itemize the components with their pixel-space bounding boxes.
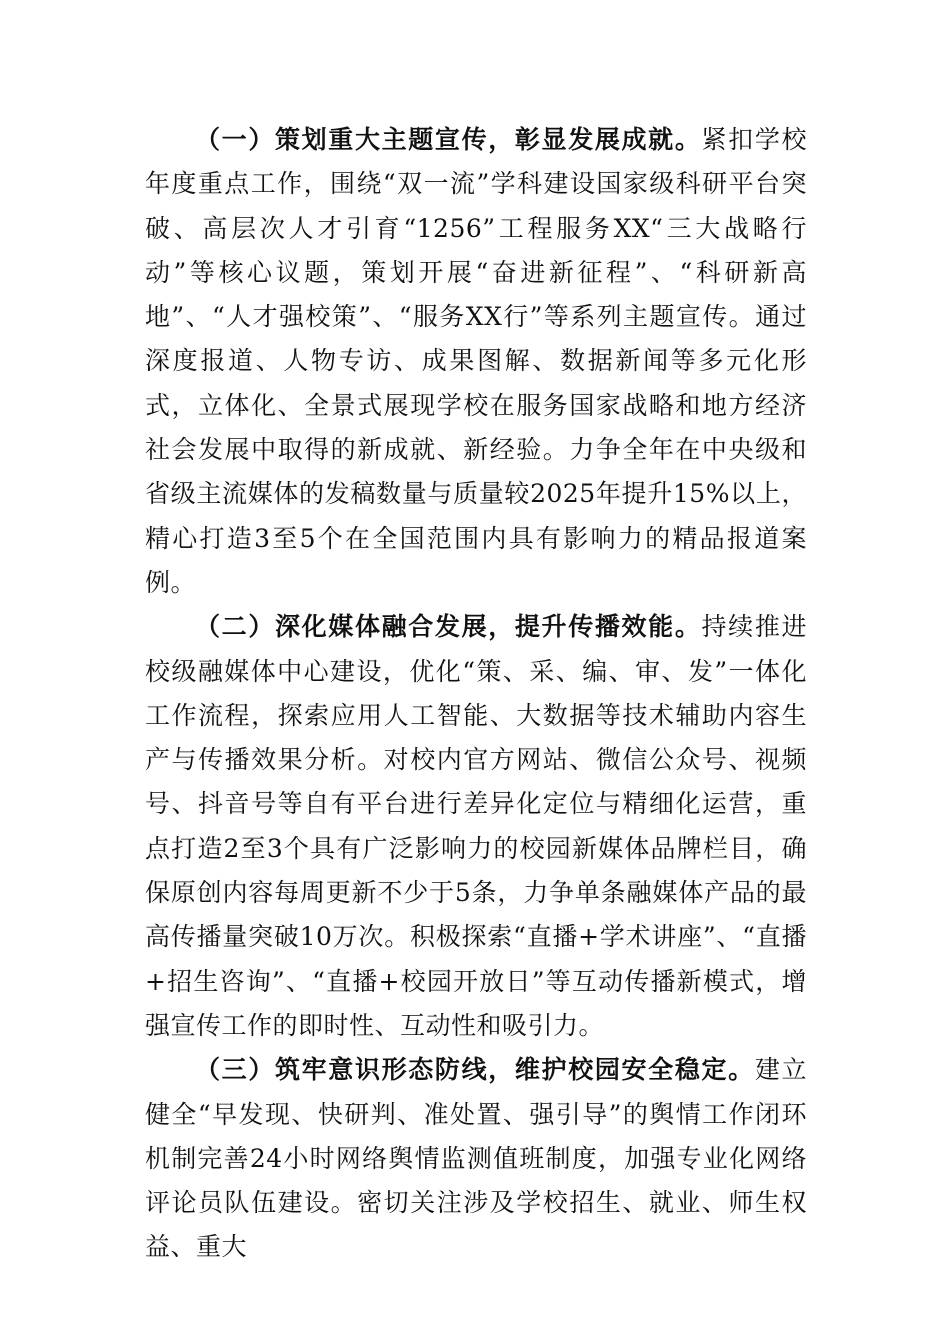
paragraph-1-heading: （一）策划重大主题宣传，彰显发展成就。 <box>195 125 702 154</box>
paragraph-2-body: 持续推进校级融媒体中心建设，优化“策、采、编、审、发”一体化工作流程，探索应用人工智能、大数据等技术辅助内容生产与传播效果分析。对校内官方网站、微信公众号、视频号、抖音号等自有平台进行差异化定位与精细化运营，重点打造2至3个具有广泛影响力的校园新媒体品牌栏目，确保原创内容每周更新不少于5条，力争单条融媒体产品的最高传播量突破10万次。积极探索“直播+学术讲座”、“直播+招生咨询”、“直播+校园开放日”等互动传播新模式，增强宣传工作的即时性、互动性和吸引力。 <box>145 612 807 1040</box>
paragraph-2 <box>145 605 807 1048</box>
paragraph-3-heading: （三）筑牢意识形态防线，维护校园安全稳定。 <box>195 1055 755 1085</box>
paragraph-2-heading: （二）深化媒体融合发展，提升传播效能。 <box>195 612 702 642</box>
paragraph-1 <box>145 118 807 605</box>
paragraph-1-body: 紧扣学校年度重点工作，围绕“双一流”学科建设国家级科研平台突破、高层次人才引育“1256”工程服务XX“三大战略行动”等核心议题，策划开展“奋进新征程”、“科研新高地”、“人才强校策”、“服务XX行”等系列主题宣传。通过深度报道、人物专访、成果图解、数据新闻等多元化形式，立体化、全景式展现学校在服务国家战略和地方经济社会发展中取得的新成就、新经验。力争全年在中央级和省级主流媒体的发稿数量与质量较2025年提升15%以上，精心打造3至5个在全国范围内具有影响力的精品报道案例。 <box>145 125 807 597</box>
paragraph-3-body: 建立健全“早发现、快研判、准处置、强引导”的舆情工作闭环机制完善24小时网络舆情监测值班制度，加强专业化网络评论员队伍建设。密切关注涉及学校招生、就业、师生权益、重大 <box>145 1055 807 1262</box>
document-body <box>145 118 807 1270</box>
paragraph-3 <box>145 1048 807 1269</box>
